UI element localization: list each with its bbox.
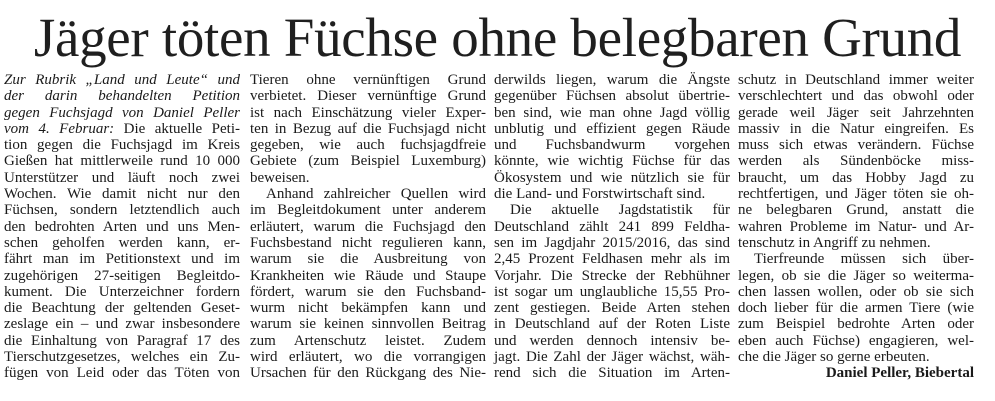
body-text: zum Beispiel bedrohte Arten oder — [738, 316, 974, 333]
body-text: braucht, um das Hobby Jagd zu — [738, 169, 974, 186]
text-line — [250, 105, 486, 121]
body-text: verschlechtert und das obwohl oder — [738, 88, 974, 105]
text-line — [494, 170, 730, 186]
body-text: die Beachtung der geltenden Geset- — [4, 300, 240, 317]
body-text: warum sie die Ausbreitung von — [250, 251, 486, 268]
body-text: kument. Die Unterzeichner fordern — [4, 283, 240, 300]
text-line — [494, 300, 730, 316]
body-text: Unterstützer und läuft noch zwei — [4, 169, 240, 186]
body-text: Krankheiten wie Räude und Staupe — [250, 267, 486, 284]
text-line — [494, 153, 730, 169]
text-line — [738, 268, 974, 284]
text-line — [4, 333, 240, 349]
body-text: in Deutschland auf der Roten Liste — [494, 316, 730, 333]
text-line — [738, 349, 974, 365]
text-line — [494, 316, 730, 332]
article-column-1 — [4, 72, 240, 382]
body-text: jagt. Die Zahl der Jäger wächst, wäh- — [494, 349, 730, 366]
text-line — [738, 153, 974, 169]
text-line — [494, 333, 730, 349]
text-line — [738, 202, 974, 218]
text-line — [4, 235, 240, 251]
text-line — [494, 349, 730, 365]
body-text: rechtfertigen, und Jäger töten sie oh- — [738, 186, 974, 203]
text-line — [250, 137, 486, 153]
text-line — [738, 284, 974, 300]
article-column-4 — [738, 72, 974, 382]
text-line — [4, 121, 240, 137]
body-text: Wochen. Wie damit nicht nur den — [4, 186, 240, 203]
body-text: gerade weil Jäger seit Jahrzehnten — [738, 104, 974, 121]
text-line — [4, 153, 240, 169]
text-line — [738, 72, 974, 88]
text-line — [250, 219, 486, 235]
body-text: muss sich etwas verändern. Füchse — [738, 137, 974, 154]
body-text: beweisen. — [250, 169, 310, 186]
body-text: tion gegen die Fuchsjagd im Kreis — [4, 137, 240, 154]
text-line — [494, 219, 730, 235]
body-text: erläutert, warum die Fuchsjagd den — [250, 218, 486, 235]
body-text: fördert, warum sie den Fuchsband- — [250, 283, 486, 300]
body-text: im Begleitdokument unter anderem — [250, 202, 486, 219]
text-line — [738, 88, 974, 104]
body-text: eben auch Füchse) engagieren, wel- — [738, 332, 974, 349]
body-text: zeslage ein – und zwar insbesondere — [4, 316, 240, 333]
body-text: die Land- und Forstwirtschaft sind. — [494, 186, 706, 203]
intro-text: Zur Rubrik „Land und Leute“ und — [4, 72, 240, 88]
text-line — [4, 186, 240, 202]
body-text: schen geholfen werden kann, er- — [4, 234, 240, 251]
intro-text: der darin behandelten Petition — [4, 88, 240, 105]
text-line — [250, 284, 486, 300]
article-column-3 — [494, 72, 730, 382]
text-line — [738, 316, 974, 332]
body-text: ist sogar um unglaubliche 15,55 Pro- — [494, 283, 730, 300]
text-line — [4, 72, 240, 88]
text-line — [494, 235, 730, 251]
body-text: che die Jäger so gerne erbeuten. — [738, 349, 930, 366]
text-line — [738, 219, 974, 235]
body-text: Vorjahr. Die Strecke der Rebhühner — [494, 267, 730, 284]
text-line — [250, 365, 486, 381]
body-text: wahren Probleme im Natur- und Ar- — [738, 218, 974, 235]
text-line — [494, 365, 730, 381]
text-line — [738, 170, 974, 186]
text-line — [250, 349, 486, 365]
text-line — [4, 365, 240, 381]
text-line — [4, 316, 240, 332]
body-text: doch lieber für die armen Tiere (wie — [738, 300, 974, 317]
text-line — [4, 300, 240, 316]
text-line — [250, 88, 486, 104]
article-headline: Jäger töten Füchse ohne belegbaren Grund — [33, 7, 962, 68]
text-line — [494, 186, 730, 202]
body-text: tenschutz in Angriff zu nehmen. — [738, 234, 931, 251]
text-line — [4, 284, 240, 300]
text-line — [250, 202, 486, 218]
body-text: ben sind, wie man ohne Jagd völlig — [494, 104, 730, 121]
body-text: könnte, wie wichtig Füchse für das — [494, 153, 730, 170]
text-line — [4, 251, 240, 267]
author-signature: Daniel Peller, Biebertal — [825, 365, 974, 382]
text-line — [250, 235, 486, 251]
intro-text: gegen Fuchsjagd von Daniel Peller — [4, 104, 240, 121]
text-line — [494, 88, 730, 104]
text-line — [738, 137, 974, 153]
body-text: Ursachen für den Rückgang des Nie- — [250, 365, 486, 382]
body-text: Gebiete (zum Beispiel Luxemburg) — [250, 153, 486, 170]
text-line — [4, 349, 240, 365]
intro-text: vom 4. Februar: — [4, 120, 115, 137]
body-text: die Einhaltung von Paragraf 17 des — [4, 332, 240, 349]
body-text: gegenüber Füchsen absolut übertrie- — [494, 88, 730, 105]
body-text: Die aktuelle Peti- — [114, 120, 240, 137]
text-line — [4, 219, 240, 235]
text-line — [250, 186, 486, 202]
body-text: zugehörigen 27-seitigen Begleitdo- — [4, 267, 240, 284]
body-text: Tieren ohne vernünftigen Grund — [250, 72, 486, 88]
body-text: Ökosystem und wie nützlich sie für — [494, 169, 730, 186]
body-text: den bedrohten Arten und uns Men- — [4, 218, 240, 235]
body-text: Die aktuelle Jagdstatistik für — [510, 202, 730, 219]
body-text: ne belegbaren Grund, anstatt die — [738, 202, 974, 219]
body-text: werden als Sündenböcke miss- — [738, 153, 974, 170]
body-text: ist nach Einschätzung vieler Exper- — [250, 104, 486, 121]
body-text: verbietet. Dieser vernünftige Grund — [250, 88, 486, 105]
text-line — [738, 333, 974, 349]
body-text: Fuchsbestand nicht regulieren kann, — [250, 234, 486, 251]
body-text: fährt man im Petitionstext und im — [4, 251, 240, 268]
text-line — [494, 202, 730, 218]
text-line — [250, 251, 486, 267]
body-text: legen, ob sie die Jäger so weiterma- — [738, 267, 974, 284]
body-text: zent gestiegen. Beide Arten stehen — [494, 300, 730, 317]
body-text: 2,45 Prozent Feldhasen mehr als im — [494, 251, 730, 268]
text-line — [250, 316, 486, 332]
text-line — [494, 251, 730, 267]
body-text: Deutschland zählt 241 899 Feldha- — [494, 218, 730, 235]
text-line — [494, 268, 730, 284]
text-line — [250, 268, 486, 284]
body-text: und werden dennoch intensiv be- — [494, 332, 730, 349]
body-text: Gießen hat mittlerweile rund 10 000 — [4, 153, 240, 170]
body-text: Tierschutzgesetzes, welches ein Zu- — [4, 349, 240, 366]
text-line — [738, 251, 974, 267]
text-line — [4, 202, 240, 218]
body-text: rend sich die Situation im Arten- — [494, 365, 730, 382]
text-line — [738, 300, 974, 316]
body-text: Füchsen, sondern letztendlich auch — [4, 202, 240, 219]
text-line — [250, 72, 486, 88]
body-text: wurm nicht bekämpfen kann und — [250, 300, 486, 317]
text-line — [4, 268, 240, 284]
body-text: derwilds liegen, warum die Ängste — [494, 72, 730, 88]
text-line — [4, 170, 240, 186]
body-text: fügen von Leid oder das Töten von — [4, 365, 240, 382]
body-text: unblutig und effizient gegen Räude — [494, 120, 730, 137]
text-line — [738, 121, 974, 137]
text-line — [250, 121, 486, 137]
text-line — [4, 137, 240, 153]
body-text: gegeben, wie auch fuchsjagdfreie — [250, 137, 486, 154]
body-text: warum sie keinen sinnvollen Beitrag — [250, 316, 486, 333]
article-column-2 — [250, 72, 486, 382]
text-line — [250, 170, 486, 186]
body-text: schutz in Deutschland immer weiter — [738, 72, 974, 88]
text-line — [4, 105, 240, 121]
text-line — [738, 186, 974, 202]
text-line — [4, 88, 240, 104]
text-line — [738, 105, 974, 121]
body-text: ten in Bezug auf die Fuchsjagd nicht — [250, 120, 486, 137]
body-text: Tierfreunde müssen sich über- — [754, 251, 974, 268]
body-text: massiv in die Natur eingreifen. Es — [738, 120, 974, 137]
body-text: sen im Jagdjahr 2015/2016, das sind — [494, 234, 730, 251]
body-text: wird erläutert, wo die vorrangigen — [250, 349, 486, 366]
text-line — [250, 333, 486, 349]
body-text: chen lassen wollen, oder ob sie sich — [738, 283, 974, 300]
text-line — [494, 284, 730, 300]
text-line — [738, 235, 974, 251]
text-line — [494, 121, 730, 137]
text-line — [250, 153, 486, 169]
body-text: und Fuchsbandwurm vorgehen — [494, 137, 730, 154]
body-text: zum Artenschutz leistet. Zudem — [250, 332, 486, 349]
text-line — [494, 105, 730, 121]
text-line — [494, 72, 730, 88]
text-line — [250, 300, 486, 316]
body-text: Anhand zahlreicher Quellen wird — [266, 186, 486, 203]
text-line — [494, 137, 730, 153]
